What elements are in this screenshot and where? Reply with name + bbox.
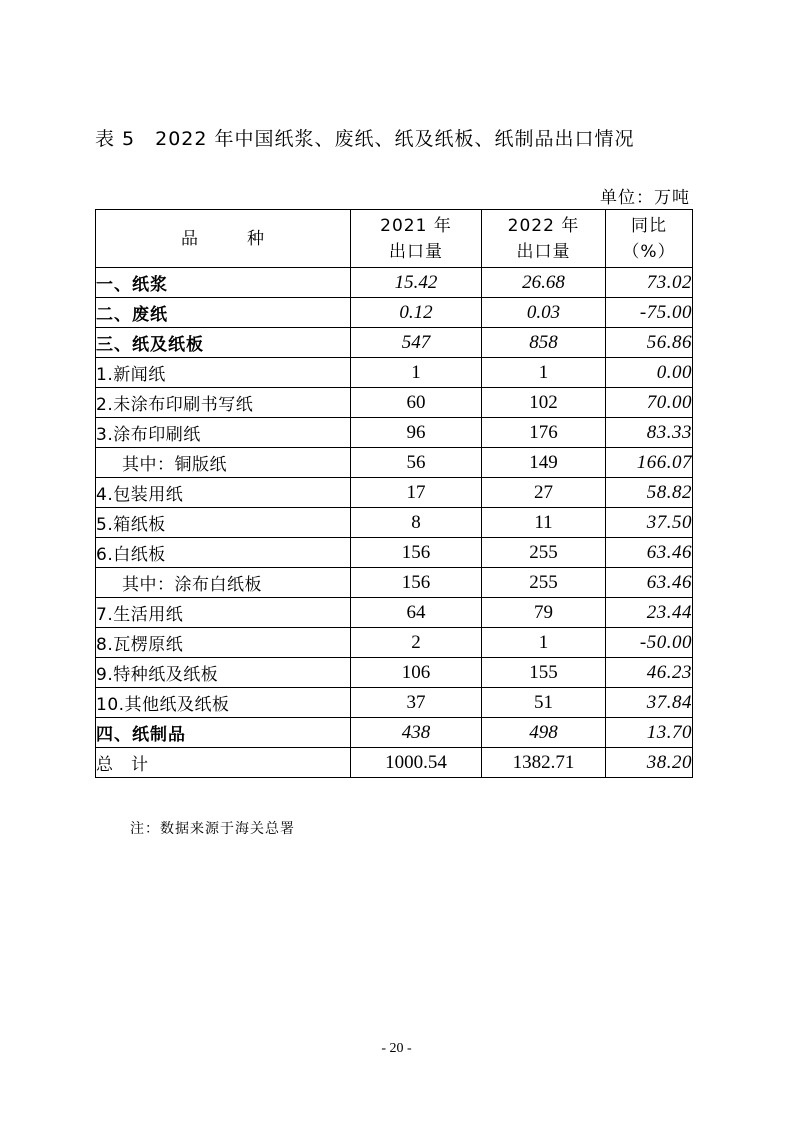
row-yoy-value: 37.84 (606, 688, 693, 718)
row-yoy-value: 0.00 (606, 358, 693, 388)
unit-label: 单位：万吨 (600, 188, 690, 208)
row-yoy-value: 63.46 (606, 538, 693, 568)
row-2022-value: 858 (482, 328, 606, 358)
header-2021-label: 出口量 (389, 241, 443, 262)
row-name: 其中：涂布白纸板 (96, 568, 351, 598)
row-yoy-value: 46.23 (606, 658, 693, 688)
row-name: 三、纸及纸板 (96, 328, 351, 358)
row-yoy-value: 23.44 (606, 598, 693, 628)
table-row (96, 448, 693, 478)
table-row (96, 268, 693, 298)
row-yoy-value: 58.82 (606, 478, 693, 508)
row-name: 6.白纸板 (96, 538, 351, 568)
row-2021-value: 438 (351, 718, 482, 748)
row-2021-value: 37 (351, 688, 482, 718)
row-2022-value: 51 (482, 688, 606, 718)
row-2022-value: 155 (482, 658, 606, 688)
row-2022-value: 176 (482, 418, 606, 448)
row-2022-value: 0.03 (482, 298, 606, 328)
row-name: 四、纸制品 (96, 718, 351, 748)
row-2022-value: 11 (482, 508, 606, 538)
row-yoy-value: 63.46 (606, 568, 693, 598)
row-yoy-value: 166.07 (606, 448, 693, 478)
row-name: 一、纸浆 (96, 268, 351, 298)
row-yoy-value: 70.00 (606, 388, 693, 418)
row-2021-value: 2 (351, 628, 482, 658)
row-2021-value: 156 (351, 538, 482, 568)
row-yoy-value: 83.33 (606, 418, 693, 448)
row-2021-value: 60 (351, 388, 482, 418)
header-2022-label: 出口量 (516, 241, 571, 262)
table-body (96, 268, 693, 778)
header-2022-year: 2022 年 (507, 215, 580, 236)
row-2022-value: 79 (482, 598, 606, 628)
header-2021-year: 2021 年 (380, 215, 452, 236)
header-yoy (606, 210, 693, 268)
row-2022-value: 255 (482, 568, 606, 598)
row-2021-value: 547 (351, 328, 482, 358)
table-row (96, 688, 693, 718)
table-row (96, 628, 693, 658)
row-name: 7.生活用纸 (96, 598, 351, 628)
row-2022-value: 498 (482, 718, 606, 748)
row-yoy-value: 38.20 (606, 748, 693, 778)
row-name: 3.涂布印刷纸 (96, 418, 351, 448)
table-row (96, 568, 693, 598)
header-product-char-2: 种 (247, 228, 265, 249)
row-2022-value: 27 (482, 478, 606, 508)
row-yoy-value: 37.50 (606, 508, 693, 538)
row-name: 2.未涂布印刷书写纸 (96, 388, 351, 418)
table-row (96, 478, 693, 508)
row-2022-value: 26.68 (482, 268, 606, 298)
table-title: 表 5 2022 年中国纸浆、废纸、纸及纸板、纸制品出口情况 (95, 128, 635, 150)
row-2021-value: 56 (351, 448, 482, 478)
page-number: - 20 - (381, 1041, 412, 1056)
header-yoy-label: 同比 (631, 215, 667, 236)
row-2022-value: 1382.71 (482, 748, 606, 778)
row-name: 1.新闻纸 (96, 358, 351, 388)
row-2022-value: 149 (482, 448, 606, 478)
table-row (96, 508, 693, 538)
row-2021-value: 1000.54 (351, 748, 482, 778)
row-yoy-value: -75.00 (606, 298, 693, 328)
row-2021-value: 1 (351, 358, 482, 388)
table-row (96, 718, 693, 748)
table-row (96, 418, 693, 448)
row-yoy-value: 73.02 (606, 268, 693, 298)
source-note: 注：数据来源于海关总署 (130, 821, 295, 837)
table-row-total (96, 748, 693, 778)
row-name: 5.箱纸板 (96, 508, 351, 538)
row-2022-value: 1 (482, 358, 606, 388)
row-name: 9.特种纸及纸板 (96, 658, 351, 688)
table-header-row (96, 210, 693, 268)
export-table (95, 209, 693, 778)
header-yoy-unit: （%） (622, 241, 676, 262)
table-row (96, 388, 693, 418)
row-2021-value: 0.12 (351, 298, 482, 328)
header-2021 (351, 210, 482, 268)
row-2021-value: 156 (351, 568, 482, 598)
header-product (96, 210, 351, 268)
row-2021-value: 15.42 (351, 268, 482, 298)
row-name: 4.包装用纸 (96, 478, 351, 508)
table-row (96, 538, 693, 568)
row-2022-value: 255 (482, 538, 606, 568)
row-2021-value: 8 (351, 508, 482, 538)
table-row (96, 328, 693, 358)
row-2021-value: 96 (351, 418, 482, 448)
row-yoy-value: -50.00 (606, 628, 693, 658)
row-name: 二、废纸 (96, 298, 351, 328)
row-name: 总 计 (96, 748, 351, 778)
row-2021-value: 64 (351, 598, 482, 628)
row-2021-value: 17 (351, 478, 482, 508)
row-2022-value: 102 (482, 388, 606, 418)
table-row (96, 358, 693, 388)
row-2022-value: 1 (482, 628, 606, 658)
row-name: 8.瓦楞原纸 (96, 628, 351, 658)
table-row (96, 598, 693, 628)
header-2022 (482, 210, 606, 268)
table-row (96, 298, 693, 328)
row-2021-value: 106 (351, 658, 482, 688)
table-row (96, 658, 693, 688)
row-yoy-value: 13.70 (606, 718, 693, 748)
header-product-char-1: 品 (181, 228, 199, 249)
row-yoy-value: 56.86 (606, 328, 693, 358)
row-name: 其中：铜版纸 (96, 448, 351, 478)
row-name: 10.其他纸及纸板 (96, 688, 351, 718)
